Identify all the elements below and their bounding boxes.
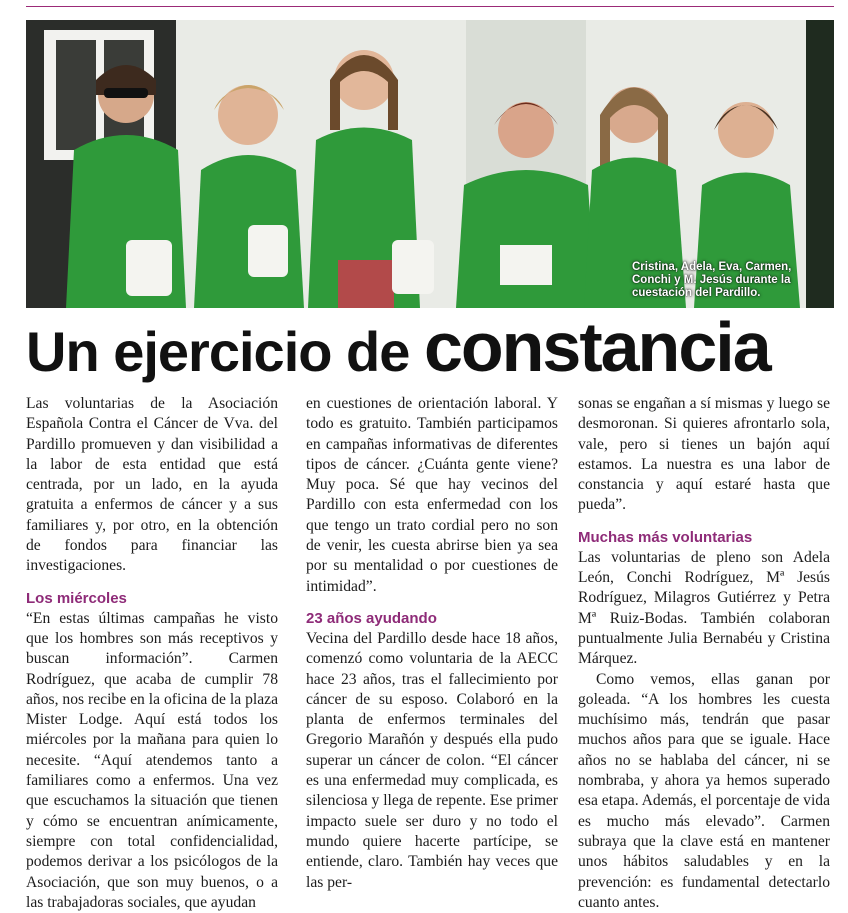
headline-part-2: constancia	[423, 308, 770, 386]
column-2	[306, 394, 558, 893]
headline	[26, 308, 834, 386]
headline-part-1: Un ejercicio de	[26, 320, 424, 383]
photo-caption: Cristina, Adela, Eva, Carmen, Conchi y M. Jesús durante la cuestación del Pardillo.	[632, 261, 792, 299]
column-3	[578, 394, 830, 913]
column-1-paragraph-2: “En estas últimas campañas he visto que los hombres son más receptivos y buscan información”. Carmen Rodríguez, que acaba de cumplir 78 años, nos recibe en la oficina de la plaza Mister Lodge. Aquí está todos los miércoles por la mañana para quien lo necesite. “Aquí atendemos tanto a familiares como a enfermos. Una vez que escuchamos la situación que tienen y cómo se encuentran anímicamente, siempre con total confidencialidad, podemos derivar a los psicólogos de la Asociación, que son muy buenos, o a las trabajadoras sociales, que ayudan	[26, 609, 278, 911]
column-2-paragraph-2: Vecina del Pardillo desde hace 18 años, comenzó como voluntaria de la AECC hace 23 años, tras el fallecimiento por cáncer de su esposo. Colaboró en la planta de enfermos terminales del Gregorio Marañón y después ella pudo superar un cáncer de colon. “El cáncer es una enfermedad muy complicada, es silenciosa y llega de repente. Ese primer impacto suele ser duro y no todo el mundo quiere hacerte partícipe, se entiende, claro. También hay veces que las per-	[306, 629, 558, 891]
column-2-paragraph-1: en cuestiones de orientación laboral. Y todo es gratuito. También participamos en campañas informativas de diferentes tipos de cáncer. ¿Cuánta gente viene? Muy poca. Sé que hay vecinos del Pardillo con esta enfermedad con los que tengo un trato cordial pero no son de venir, les cuesta abrirse bien ya sea por su mentalidad o por cuestiones de intimidad”.	[306, 395, 558, 595]
top-rule	[26, 6, 834, 7]
column-3-paragraph-2: Las voluntarias de pleno son Adela León, Conchi Rodríguez, Mª Jesús Rodríguez, Milagros Gutiérrez y Petra Mª Ruiz-Bodas. También colaboran puntualmente Julia Bernabéu y Cristina Márquez.	[578, 548, 830, 668]
subhead-23-anos: 23 años ayudando	[306, 609, 437, 627]
intro-paragraph: Las voluntarias de la Asociación Española Contra el Cáncer de Vva. del Pardillo promueven y dan visibilidad a la labor de esta entidad que está centrada, por un lado, en la ayuda gratuita a enfermos de cáncer y a sus familiares y, por otro, en la obtención de fondos para financiar las investigaciones.	[26, 395, 278, 575]
column-3-paragraph-1: sonas se engañan a sí mismas y luego se desmoronan. Si quieres afrontarlo sola, vale, pero si tienes un bajón aquí estamos. La nuestra es una labor de constancia y aquí estaré hasta que pueda”.	[578, 395, 830, 514]
column-1	[26, 394, 278, 913]
group-photo	[26, 20, 834, 308]
subhead-los-miercoles: Los miércoles	[26, 589, 127, 607]
subhead-muchas-mas: Muchas más voluntarias	[578, 528, 753, 546]
column-3-paragraph-3: Como vemos, ellas ganan por goleada. “A los hombres les cuesta muchísimo más, tendrán que pasar muchos años para que se iguale. Hace años no se hablaba del cáncer, ni se nombraba, y ahora ya hemos superado esa etapa. Además, el porcentaje de vida es mucho más elevado”. Carmen subraya que la clave está en mantener unos hábitos saludables y en la prevención: es fundamental detectarlo cuanto antes.	[578, 670, 830, 911]
